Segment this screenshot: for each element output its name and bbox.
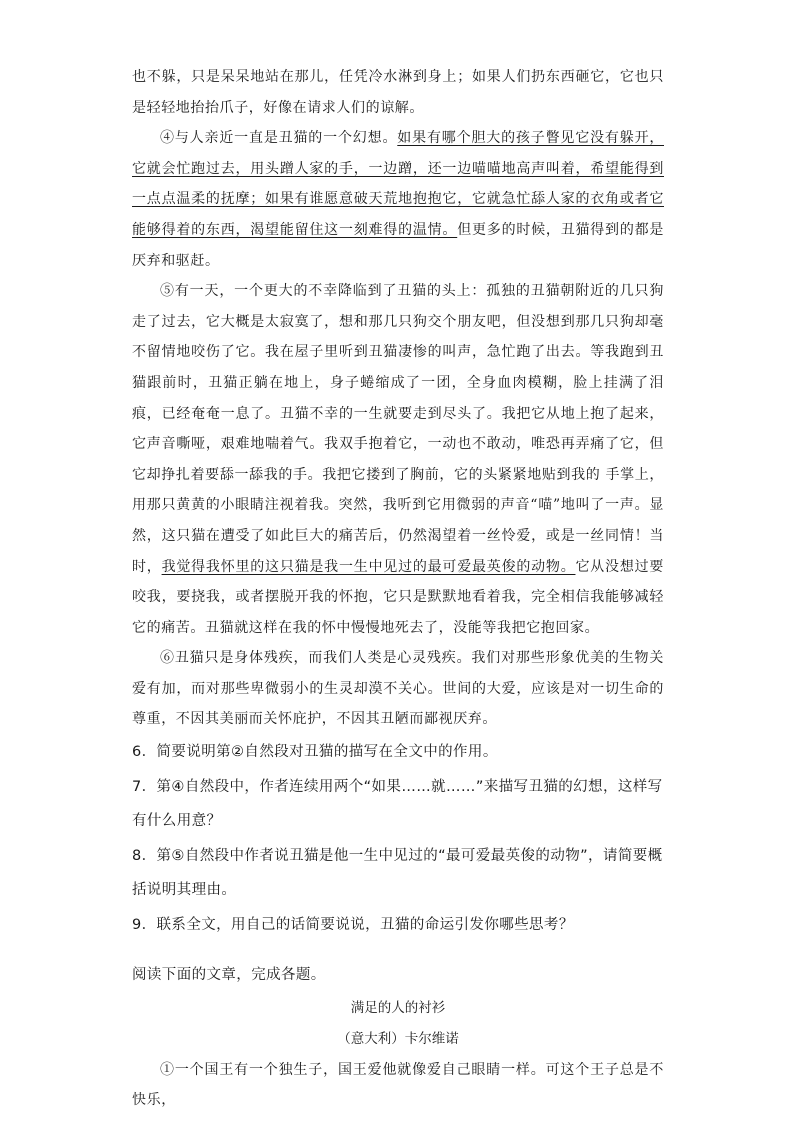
paragraph-text: 有一天，一个更大的不幸降临到了丑猫的头上：孤独的丑猫朝附近的几只狗走了过去，它大概是太寂寞了，想和那几只狗交个朋友吧，但没想到那几只狗却毫不留情地咬伤了它。我在屋子里听到丑猫凄惨的叫声，急忙跑了出去。等我跑到丑猫跟前时，丑猫正躺在地上，身子蜷缩成了一团，全身血肉模糊，脸上挂满了泪痕，已经奄奄一息了。丑猫不幸的一生就要走到尽头了。我把它从地上抱了起来，它声音嘶哑，艰难地喘着气。我双手抱着它，一动也不敢动，唯恐再弄痛了它，但它却挣扎着要舔一舔我的手。我把它搂到了胸前，它的头紧紧地贴到我的 手掌上，用那只黄黄的小眼睛注视着我。突然，我听到它用微弱的声音“喵”地叫了一声。显然，这只猫在遭受了如此巨大的痛苦后，仍然渴望着一丝怜爱，或是一丝同情！当时， [132,283,664,575]
paragraph-text: 丑猫只是身体残疾，而我们人类是心灵残疾。我们对那些形象优美的生物关爱有加，而对那些卑微弱小的生灵却漠不关心。世间的大爱，应该是对一切生命的尊重，不因其美丽而关怀庇护，不因其丑陋而鄙视厌弃。 [132,650,664,728]
underlined-sentence: 我觉得我怀里的这只猫是我一生中见过的最可爱最英俊的动物。 [161,558,576,575]
paragraph-4 [132,123,664,276]
document-page [132,62,664,1116]
paragraph-text: 与人亲近一直是丑猫的一个幻想。 [174,130,398,147]
paragraph-number: ④ [160,130,175,147]
paragraph-number: ⑤ [160,283,175,300]
paragraph-5 [132,276,664,643]
paragraph-number: ⑥ [160,650,175,667]
paragraph-text: 它从没想过要咬我，要挠我，或者摆脱开我的怀抱，它只是默默地看着我，完全相信我能够减轻它的痛苦。丑猫就这样在我的怀中慢慢地死去了，没能等我把它抱回家。 [132,558,664,636]
paragraph-6 [132,643,664,735]
underlined-sentence: 如果有哪个胆大的孩子瞥见它没有躲开，它就会忙跑过去，用头蹭人家的手，一边蹭，还一边喵喵地高声叫着，希望能得到一点点温柔的抚摩；如果有谁愿意破天荒地抱抱它，它就急忙舔人家的衣角或者它能够得着的东西，渴望能留住这一刻难得的温情。 [132,130,664,238]
paragraph-3-end: 也不躲，只是呆呆地站在那儿，任凭冷水淋到身上；如果人们扔东西砸它，它也只是轻轻地抬抬爪子，好像在请求人们的谅解。 [132,69,664,116]
question-9: 9．联系全文，用自己的话简要说说，丑猫的命运引发你哪些思考？ [132,916,574,933]
question-7: 7．第④自然段中，作者连续用两个“如果……就……”来描写丑猫的幻想，这样写有什么用意？ [132,778,663,830]
article-author: （意大利）卡尔维诺 [337,1030,459,1047]
article-paragraph-1: ①一个国王有一个独生子，国王爱他就像爱自己眼睛一样。可这个王子总是不快乐， [132,1061,664,1109]
question-6: 6．简要说明第②自然段对丑猫的描写在全文中的作用。 [132,744,498,761]
reading-instruction: 阅读下面的文章，完成各题。 [132,967,326,984]
question-8: 8．第⑤自然段中作者说丑猫是他一生中见过的“最可爱最英俊的动物”，请简要概括说明其理由。 [132,847,663,899]
paragraph-text: 但更多的时候，丑猫得到的都是厌弃和驱赶。 [132,221,664,269]
article-title: 满足的人的衬衫 [350,999,446,1016]
